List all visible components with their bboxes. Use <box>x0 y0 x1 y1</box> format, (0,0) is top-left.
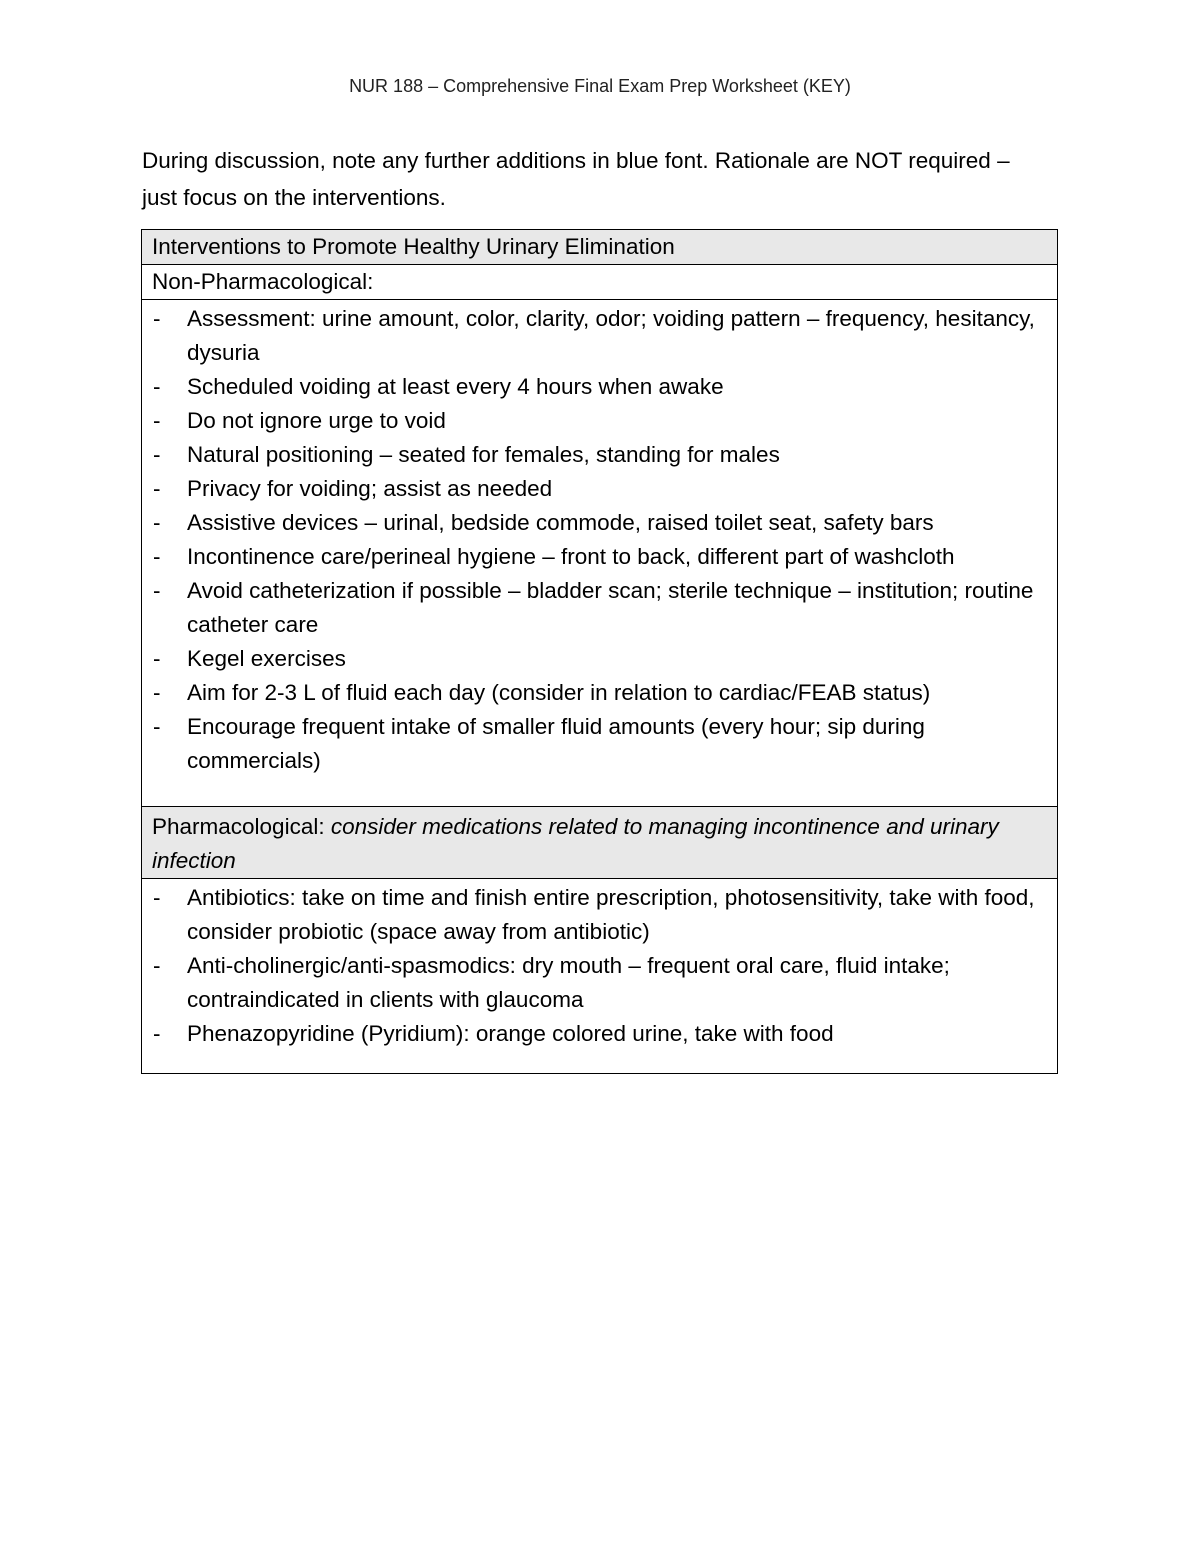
list-item-text: Scheduled voiding at least every 4 hours when awake <box>187 374 724 399</box>
list-item-text: Avoid catheterization if possible – bladder scan; sterile technique – institution; routine catheter care <box>187 578 1034 637</box>
list-item-text: Encourage frequent intake of smaller fluid amounts (every hour; sip during commercials) <box>187 714 925 773</box>
list-item <box>152 438 1047 472</box>
pharm-heading-note: consider medications related to managing incontinence and urinary infection <box>152 814 999 873</box>
list-item <box>152 881 1047 949</box>
list-item-text: Privacy for voiding; assist as needed <box>187 476 553 501</box>
list-item <box>152 574 1047 642</box>
dash-bullet: - <box>153 885 161 910</box>
dash-bullet: - <box>153 374 161 399</box>
list-item <box>152 506 1047 540</box>
list-item-text: Do not ignore urge to void <box>187 408 446 433</box>
non-pharm-list <box>152 302 1047 778</box>
list-item-text: Phenazopyridine (Pyridium): orange colored urine, take with food <box>187 1021 834 1046</box>
dash-bullet: - <box>153 442 161 467</box>
list-item-text: Kegel exercises <box>187 646 346 671</box>
pharm-list <box>152 881 1047 1051</box>
dash-bullet: - <box>153 476 161 501</box>
dash-bullet: - <box>153 578 161 603</box>
dash-bullet: - <box>153 510 161 535</box>
list-item-text: Aim for 2-3 L of fluid each day (consider in relation to cardiac/FEAB status) <box>187 680 931 705</box>
dash-bullet: - <box>153 1021 161 1046</box>
page-header: NUR 188 – Comprehensive Final Exam Prep Worksheet (KEY) <box>349 76 851 96</box>
list-item <box>152 642 1047 676</box>
list-item <box>152 302 1047 370</box>
pharm-heading-row <box>142 807 1058 879</box>
non-pharm-list-row <box>142 300 1058 807</box>
dash-bullet: - <box>153 646 161 671</box>
non-pharm-heading: Non-Pharmacological: <box>142 265 1058 300</box>
dash-bullet: - <box>153 408 161 433</box>
dash-bullet: - <box>153 680 161 705</box>
dash-bullet: - <box>153 953 161 978</box>
table-title-row <box>142 230 1058 265</box>
list-item-text: Anti-cholinergic/anti-spasmodics: dry mouth – frequent oral care, fluid intake; contraindicated in clients with glaucoma <box>187 953 950 1012</box>
list-item <box>152 472 1047 506</box>
non-pharm-heading-row <box>142 265 1058 300</box>
list-item-text: Assessment: urine amount, color, clarity, odor; voiding pattern – frequency, hesitancy, dysuria <box>187 306 1035 365</box>
list-item-text: Antibiotics: take on time and finish entire prescription, photosensitivity, take with food, consider probiotic (space away from antibiotic) <box>187 885 1035 944</box>
list-item-text: Incontinence care/perineal hygiene – front to back, different part of washcloth <box>187 544 955 569</box>
table-title: Interventions to Promote Healthy Urinary Elimination <box>142 230 1058 265</box>
list-item <box>152 710 1047 778</box>
list-item <box>152 1017 1047 1051</box>
interventions-table <box>141 229 1058 1074</box>
dash-bullet: - <box>153 306 161 331</box>
list-item-text: Natural positioning – seated for females, standing for males <box>187 442 780 467</box>
pharm-list-row <box>142 879 1058 1074</box>
list-item-text: Assistive devices – urinal, bedside commode, raised toilet seat, safety bars <box>187 510 934 535</box>
list-item <box>152 540 1047 574</box>
list-item <box>152 404 1047 438</box>
intro-paragraph: During discussion, note any further additions in blue font. Rationale are NOT required – just focus on the interventions. <box>142 148 1010 210</box>
list-item <box>152 949 1047 1017</box>
pharm-heading: Pharmacological: <box>152 814 325 839</box>
list-item <box>152 676 1047 710</box>
list-item <box>152 370 1047 404</box>
dash-bullet: - <box>153 544 161 569</box>
dash-bullet: - <box>153 714 161 739</box>
